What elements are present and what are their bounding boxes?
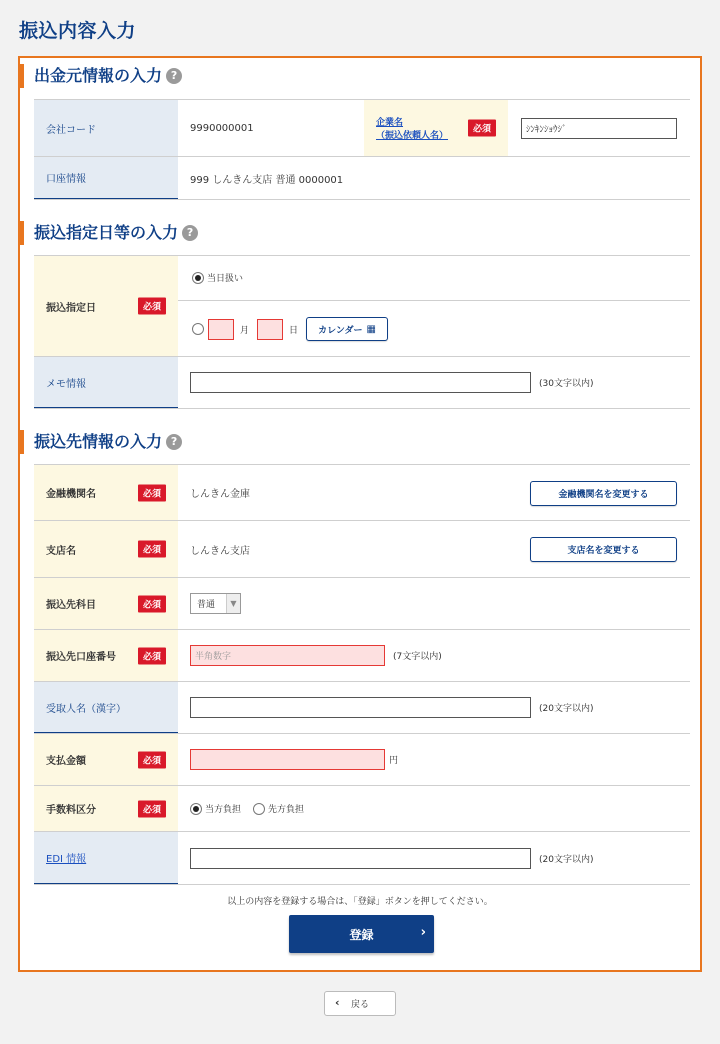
required-badge: 必須 — [138, 595, 166, 612]
recipient-input[interactable] — [190, 697, 531, 718]
account-number-label: 振込先口座番号 — [46, 652, 116, 663]
help-icon[interactable]: ? — [166, 68, 182, 84]
recipient-label: 受取人名（漢字） — [34, 682, 178, 733]
fee-label: 手数料区分 — [46, 805, 96, 816]
amount-unit: 円 — [389, 756, 399, 766]
company-name-label-cell — [364, 100, 508, 156]
branch-label: 支店名 — [46, 545, 76, 557]
required-badge: 必須 — [468, 120, 496, 137]
account-type-row — [34, 578, 690, 630]
account-value: 999 しんきん支店 普通 0000001 — [190, 174, 344, 186]
required-badge: 必須 — [138, 800, 166, 817]
fee-row — [34, 786, 690, 832]
memo-input[interactable] — [190, 372, 531, 393]
amount-input[interactable] — [190, 749, 385, 770]
radio-fee-ours[interactable] — [190, 803, 202, 815]
memo-label: メモ情報 — [34, 357, 178, 408]
section-source-title: 出金元情報の入力 ? — [20, 64, 182, 88]
company-code-value: 9990000001 — [190, 122, 254, 134]
required-badge: 必須 — [138, 298, 166, 315]
edi-row — [34, 832, 690, 885]
memo-row — [34, 357, 690, 409]
register-button[interactable]: 登録 › — [289, 915, 434, 953]
section-date-title: 振込指定日等の入力 ? — [20, 221, 198, 245]
required-badge: 必須 — [138, 541, 166, 558]
form-frame — [18, 56, 702, 972]
required-badge: 必須 — [138, 751, 166, 768]
dest-table — [34, 464, 690, 885]
bank-row — [34, 465, 690, 521]
instruction-text: 以上の内容を登録する場合は、「登録」ボタンを押してください。 — [227, 897, 493, 907]
company-name-input[interactable]: ｼﾝｷﾝｼｮｳｼﾞ — [521, 118, 677, 139]
account-label: 口座情報 — [34, 157, 178, 199]
help-icon[interactable]: ? — [166, 434, 182, 450]
bank-value: しんきん金庫 — [190, 489, 250, 500]
recipient-row — [34, 682, 690, 734]
account-type-select[interactable]: 普通 ▼ — [190, 593, 241, 614]
edi-input[interactable] — [190, 848, 531, 869]
change-branch-button[interactable]: 支店名を変更する — [530, 537, 677, 562]
back-button[interactable]: ‹ 戻る — [324, 991, 396, 1016]
option-today[interactable]: 当日扱い — [192, 271, 243, 284]
bank-label: 金融機関名 — [46, 489, 96, 500]
chevron-right-icon: › — [420, 925, 426, 940]
amount-row — [34, 734, 690, 786]
calendar-button[interactable]: カレンダー ▦ — [306, 317, 388, 341]
branch-row — [34, 521, 690, 578]
fee-option-ours: 当方負担 — [205, 805, 242, 815]
edi-note: (20文字以内) — [539, 854, 594, 865]
option-specified-date: 月 日 カレンダー ▦ — [192, 317, 388, 341]
chevron-down-icon: ▼ — [226, 594, 240, 613]
branch-value: しんきん支店 — [190, 545, 250, 557]
company-code-label: 会社コード — [34, 100, 178, 156]
divider — [178, 300, 690, 301]
transfer-date-label: 振込指定日 必須 — [34, 256, 178, 356]
account-row — [34, 157, 690, 200]
company-name-sub-label[interactable]: （振込依頼人名） — [376, 131, 449, 141]
calendar-icon: ▦ — [366, 323, 376, 335]
recipient-note: (20文字以内) — [539, 704, 594, 714]
account-number-input[interactable]: 半角数字 — [190, 645, 385, 666]
transfer-date-row — [34, 256, 690, 357]
fee-option-theirs: 先方負担 — [268, 805, 305, 815]
account-type-label: 振込先科目 — [46, 600, 96, 611]
section-dest-title: 振込先情報の入力 ? — [20, 430, 182, 454]
radio-specified-date[interactable] — [192, 323, 204, 335]
radio-today[interactable] — [192, 272, 204, 284]
page-title: 振込内容入力 — [19, 20, 137, 42]
source-table — [34, 99, 690, 200]
account-number-row — [34, 630, 690, 682]
day-input[interactable] — [257, 319, 283, 340]
edi-label[interactable]: EDI 情報 — [46, 854, 87, 865]
chevron-left-icon: ‹ — [335, 996, 340, 1009]
help-icon[interactable]: ? — [182, 225, 198, 241]
memo-note: (30文字以内) — [539, 379, 594, 389]
month-input[interactable] — [208, 319, 234, 340]
change-bank-button[interactable]: 金融機関名を変更する — [530, 481, 677, 506]
account-number-note: (7文字以内) — [393, 652, 442, 662]
radio-fee-theirs[interactable] — [253, 803, 265, 815]
required-badge: 必須 — [138, 647, 166, 664]
amount-label: 支払金額 — [46, 756, 86, 767]
company-row — [34, 100, 690, 157]
date-table — [34, 255, 690, 409]
required-badge: 必須 — [138, 484, 166, 501]
company-name-label[interactable]: 企業名 — [376, 118, 404, 128]
